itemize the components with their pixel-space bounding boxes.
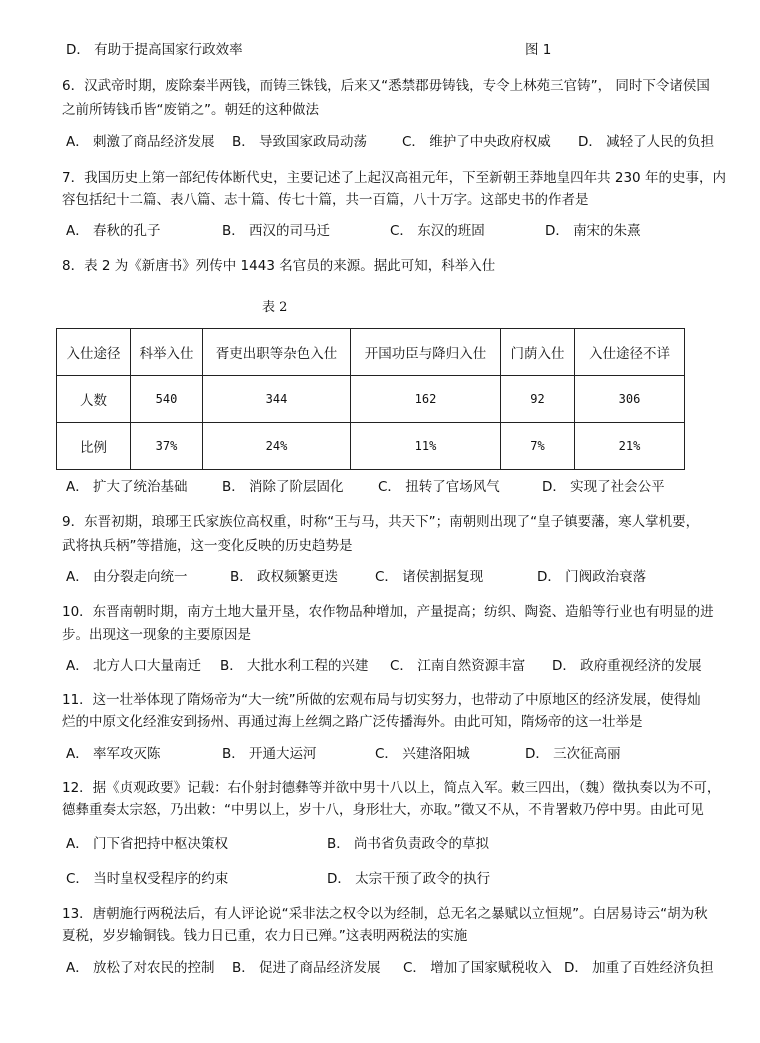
table-cell: 7% [501,423,575,470]
table-cell: 306 [575,376,685,423]
q12-stem-line1: 12．据《贞观政要》记载：右仆射封德彝等并欲中男十八以上，简点入军。敕三四出，（魏）徵执奏以为不可， [62,780,721,796]
q11-stem-line2: 烂的中原文化经淮安到扬州、再通过海上丝绸之路广泛传播海外。由此可知，隋炀帝的这一壮举是 [62,714,643,730]
q11-option-b: B． 开通大运河 [222,746,317,762]
figure-label: 图 1 [525,42,552,58]
q9-stem-line2: 武将执兵柄”等措施，这一变化反映的历史趋势是 [62,538,353,554]
q8-stem-line1: 8．表 2 为《新唐书》列传中 1443 名官员的来源。据此可知，科举入仕 [62,258,496,274]
table-header-cell: 门荫入仕 [501,329,575,376]
q10-stem-line2: 步。出现这一现象的主要原因是 [62,627,251,643]
table-header-cell: 开国功臣与降归入仕 [351,329,501,376]
q13-stem-line1: 13．唐朝施行两税法后，有人评论说“采非法之权令以为经制，总无名之暴赋以立恒规”。白居易诗云“胡为秋 [62,906,708,922]
table-cell: 21% [575,423,685,470]
q5-option-d: D． 有助于提高国家行政效率 [66,42,243,58]
q6-stem-line1: 6．汉武帝时期，废除秦半两钱，而铸三铢钱，后来又“悉禁郡毋铸钱，专令上林苑三官铸”， 同时下令诸侯国 [62,78,710,94]
q6-option-d: D． 减轻了人民的负担 [578,134,715,150]
q10-option-a: A． 北方人口大量南迁 [66,658,202,674]
q6-stem-line2: 之前所铸钱币皆“废销之”。朝廷的这种做法 [62,102,319,118]
q9-option-d: D． 门阀政治衰落 [537,569,647,585]
q6-option-c: C． 维护了中央政府权威 [402,134,551,150]
table-caption: 表 2 [262,300,288,315]
table-cell: 11% [351,423,501,470]
q8-option-a: A． 扩大了统治基础 [66,479,188,495]
q12-option-b: B． 尚书省负责政令的草拟 [327,836,490,852]
q11-option-d: D． 三次征高丽 [525,746,621,762]
table-header-cell: 入仕途径 [57,329,131,376]
table-cell: 162 [351,376,501,423]
q13-option-d: D． 加重了百姓经济负担 [564,960,714,976]
q6-option-b: B． 导致国家政局动荡 [232,134,368,150]
table-cell: 540 [131,376,203,423]
table-cell: 24% [203,423,351,470]
q9-option-a: A． 由分裂走向统一 [66,569,188,585]
q13-option-c: C． 增加了国家赋税收入 [403,960,552,976]
q8-option-d: D． 实现了社会公平 [542,479,665,495]
q13-stem-line2: 夏税，岁岁输铜钱。钱力日已重，农力日已殚。”这表明两税法的实施 [62,928,468,944]
q11-option-a: A． 率军攻灭陈 [66,746,161,762]
q12-option-a: A． 门下省把持中枢决策权 [66,836,229,852]
q7-stem-line2: 容包括纪十二篇、表八篇、志十篇、传七十篇，共一百篇，八十万字。这部史书的作者是 [62,192,589,208]
q10-option-c: C． 江南自然资源丰富 [390,658,526,674]
table-row [57,423,685,470]
table-header-cell: 胥吏出职等杂色入仕 [203,329,351,376]
q10-option-b: B． 大批水利工程的兴建 [220,658,369,674]
q13-option-a: A． 放松了对农民的控制 [66,960,215,976]
q7-option-c: C． 东汉的班固 [390,223,485,239]
table-cell: 344 [203,376,351,423]
q7-option-d: D． 南宋的朱熹 [545,223,641,239]
q8-option-c: C． 扭转了官场风气 [378,479,500,495]
table-cell: 比例 [57,423,131,470]
q9-option-b: B． 政权频繁更迭 [230,569,339,585]
q9-option-c: C． 诸侯割据复现 [375,569,484,585]
table-2 [56,328,685,470]
q6-option-a: A． 刺激了商品经济发展 [66,134,215,150]
q7-stem-line1: 7．我国历史上第一部纪传体断代史，主要记述了上起汉高祖元年，下至新朝王莽地皇四年共 230 年的史事，内 [62,170,726,186]
q11-stem-line1: 11．这一壮举体现了隋炀帝为“大一统”所做的宏观布局与切实努力，也带动了中原地区的经济发展，使得灿 [62,692,701,708]
table-header-cell: 入仕途径不详 [575,329,685,376]
q9-stem-line1: 9．东晋初期，琅琊王氏家族位高权重，时称“王与马，共天下”；南朝则出现了“皇子镇要藩，寒人掌机要， [62,514,700,530]
q12-stem-line2: 德彝重奏太宗怒，乃出敕：“中男以上，岁十八，身形壮大，亦取。”徵又不从，不肯署敕乃停中男。由此可见 [62,802,704,818]
q7-option-b: B． 西汉的司马迁 [222,223,331,239]
table-header-cell: 科举入仕 [131,329,203,376]
q10-stem-line1: 10．东晋南朝时期，南方土地大量开垦，农作物品种增加，产量提高；纺织、陶瓷、造船等行业也有明显的进 [62,604,714,620]
q12-option-c: C． 当时皇权受程序的约束 [66,871,229,887]
q11-option-c: C． 兴建洛阳城 [375,746,470,762]
q13-option-b: B． 促进了商品经济发展 [232,960,381,976]
table-row [57,376,685,423]
q12-option-d: D． 太宗干预了政令的执行 [327,871,491,887]
table-cell: 人数 [57,376,131,423]
table-cell: 92 [501,376,575,423]
q7-option-a: A． 春秋的孔子 [66,223,161,239]
table-cell: 37% [131,423,203,470]
table-header-row [57,329,685,376]
q10-option-d: D． 政府重视经济的发展 [552,658,702,674]
q8-option-b: B． 消除了阶层固化 [222,479,344,495]
